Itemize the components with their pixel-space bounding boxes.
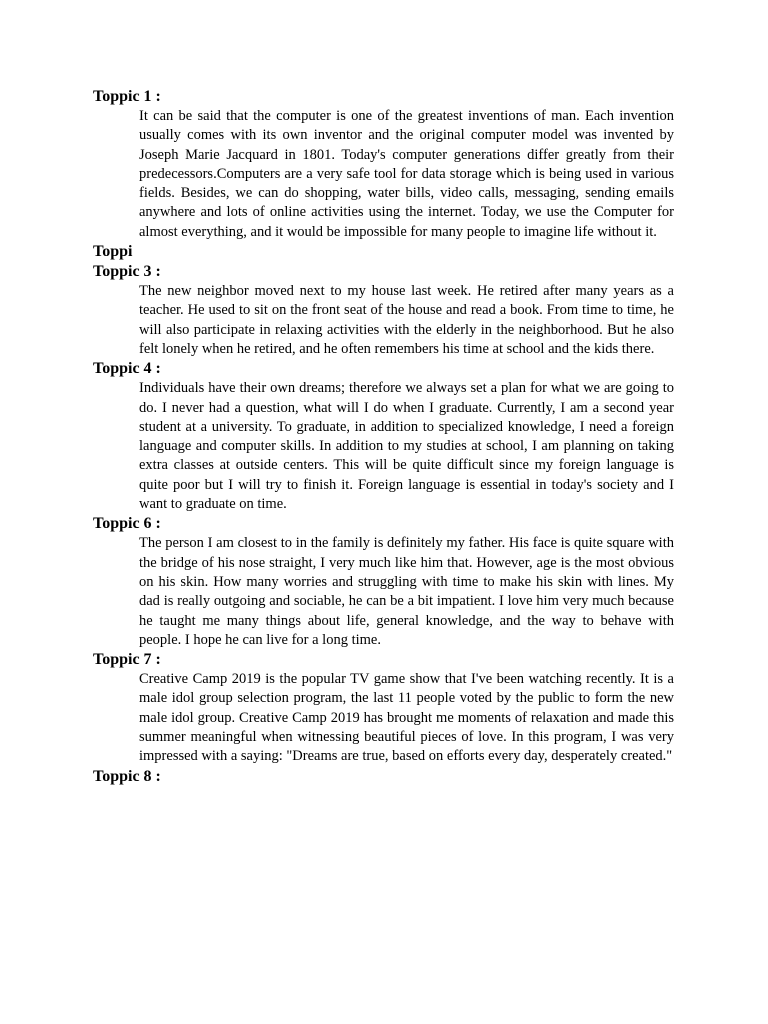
document-page (93, 87, 674, 787)
section-heading: Toppic 6 : (93, 515, 161, 533)
section-body: Individuals have their own dreams; therefore we always set a plan for what we are going to do. I never had a question, what will I do when I graduate. Currently, I am a second year student at a university. To graduate, in addition to specialized knowledge, I need a foreign language and computer skills. In addition to my studies at school, I am planning on taking extra classes at outside centers. This will be quite difficult since my foreign language is quite poor but I will try to finish it. Foreign language is essential in today's society and I want to graduate on time. (139, 380, 674, 513)
section-heading: Toppic 1 : (93, 88, 161, 105)
section-topic-4 (93, 359, 674, 514)
section-topic-2 (93, 242, 674, 262)
section-topic-3 (93, 262, 674, 359)
section-topic-7 (93, 650, 674, 766)
section-body: It can be said that the computer is one of the greatest inventions of man. Each invention usually comes with its own inventor and the original computer model was invented by Joseph Marie Jacquard in 1801. Today's computer generations differ greatly from their predecessors.Computers are a very safe tool for data storage which is being used in various fields. Besides, we can do shopping, water bills, video calls, messaging, sending emails anywhere and lots of online activities using the internet. Today, we use the Computer for almost everything, and it would be impossible for many people to imagine life without it. (139, 108, 674, 240)
section-heading: Toppic 4 : (93, 360, 161, 378)
section-topic-8 (93, 767, 674, 787)
section-heading: Toppic 7 : (93, 651, 161, 669)
section-body: Creative Camp 2019 is the popular TV game show that I've been watching recently. It is a male idol group selection program, the last 11 people voted by the public to form the new male idol group. Creative Camp 2019 has brought me moments of relaxation and made this summer meaningful when witnessing beautiful pieces of love. In this program, I was very impressed with a saying: "Dreams are true, based on efforts every day, desperately created." (139, 671, 674, 765)
section-heading: Toppic 8 : (93, 767, 161, 785)
section-heading: Toppic 3 : (93, 263, 161, 281)
section-heading: Toppi (93, 243, 133, 261)
section-body: The person I am closest to in the family is definitely my father. His face is quite square with the bridge of his nose straight, I very much like him that. However, age is the most obvious on his skin. How many worries and struggling with time to make his skin with lines. My dad is really outgoing and sociable, he can be a bit impatient. I love him very much because he taught me many things about life, general knowledge, and the way to behave with people. I hope he can live for a long time. (139, 535, 674, 648)
section-topic-6 (93, 514, 674, 650)
section-topic-1 (93, 87, 674, 242)
section-body: The new neighbor moved next to my house last week. He retired after many years as a teacher. He used to sit on the front seat of the house and read a book. From time to time, he will also participate in relaxing activities with the elderly in the neighborhood. But he also felt lonely when he retired, and he often remembers his time at school and the kids there. (139, 283, 674, 357)
